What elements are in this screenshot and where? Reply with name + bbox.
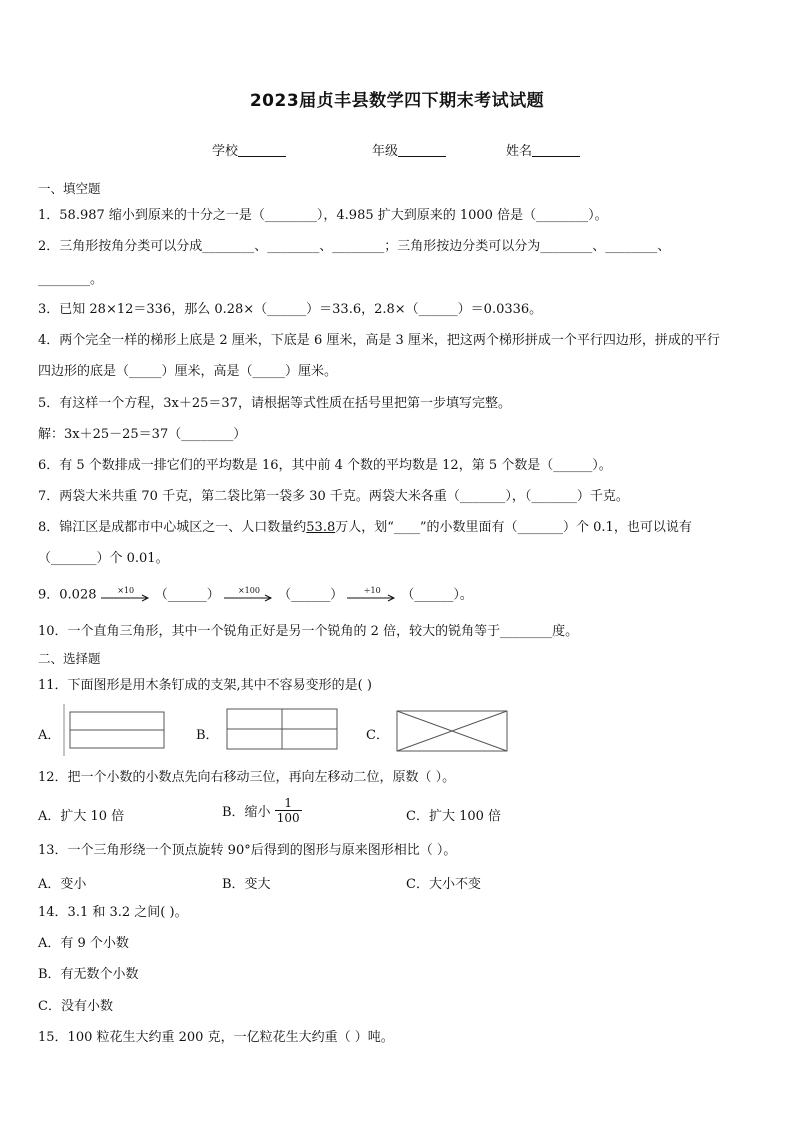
question-2-line-2: ________。: [38, 272, 104, 287]
op-multiply-100: ×100: [237, 586, 260, 595]
question-13: 13．一个三角形绕一个顶点旋转 90°后得到的图形与原来图形相比（ ）。: [38, 843, 457, 858]
question-5-line-1: 5．有这样一个方程，3x＋25＝37，请根据等式性质在括号里把第一步填写完整。: [38, 396, 511, 411]
question-9-blank-3: （______）。: [401, 587, 473, 603]
q11-option-b-label: B．: [196, 728, 219, 743]
section-fill-in: 一、填空题: [38, 181, 101, 196]
q12-option-c: C．扩大 100 倍: [406, 809, 502, 824]
fraction-one-hundredth: [275, 796, 302, 825]
school-label: 学校: [212, 144, 239, 159]
question-14: 14．3.1 和 3.2 之间( )。: [38, 905, 188, 920]
rectangle-frame-figure: [60, 704, 168, 756]
question-3: 3．已知 28×12＝336，那么 0.28×（______）＝33.6，2.8×（______）＝0.0336。: [38, 302, 543, 317]
right-arrow-icon: [347, 594, 397, 602]
question-4-line-1: 4．两个完全一样的梯形上底是 2 厘米，下底是 6 厘米，高是 3 厘米，把这两个梯形拼成一个平行四边形，拼成的平行: [38, 333, 720, 348]
question-6: 6．有 5 个数排成一排它们的平均数是 16，其中前 4 个数的平均数是 12，第 5 个数是（______）。: [38, 458, 612, 473]
q13-option-a: A．变小: [38, 877, 87, 892]
question-4-line-2: 四边形的底是（_____）厘米，高是（_____）厘米。: [38, 364, 338, 379]
question-10: 10．一个直角三角形，其中一个锐角正好是另一个锐角的 2 倍，较大的锐角等于________度。: [38, 624, 579, 639]
school-blank: [238, 142, 286, 157]
q12-option-b-text: B．缩小: [222, 805, 271, 820]
q12-option-a: A．扩大 10 倍: [38, 809, 125, 824]
right-arrow-icon: [101, 594, 151, 602]
question-8-line-2: （_______）个 0.01。: [38, 551, 169, 566]
q11-option-a-label: A．: [38, 728, 61, 743]
question-8-line-1: [38, 519, 692, 537]
question-8-text-pre: 8．锦江区是成都市中心城区之一、人口数量约: [38, 520, 307, 535]
right-arrow-icon: [224, 594, 274, 602]
arrow-divide-10: [347, 586, 397, 604]
question-7: 7．两袋大米共重 70 千克，第二袋比第一袋多 30 千克。两袋大米各重（_______），（_______）千克。: [38, 489, 629, 504]
question-2-line-1: 2．三角形按角分类可以分成________、________、________；三角形按边分类可以分为________、________、: [38, 239, 671, 254]
arrow-multiply-100: [224, 586, 274, 604]
q13-option-b: B．变大: [222, 877, 271, 892]
question-9-blank-2: （______）: [278, 587, 344, 603]
name-field: [506, 140, 580, 159]
question-5-line-2: 解：3x＋25－25＝37（________）: [38, 427, 247, 442]
question-9: [38, 586, 473, 605]
grade-label: 年级: [372, 144, 399, 159]
q14-option-c: C．没有小数: [38, 999, 113, 1014]
q14-option-a: A．有 9 个小数: [38, 936, 129, 951]
question-15: 15．100 粒花生大约重 200 克，一亿粒花生大约重（ ）吨。: [38, 1030, 394, 1045]
q11-option-c-label: C．: [366, 728, 389, 743]
population-number: 53.8: [306, 520, 336, 535]
op-multiply-10: ×10: [117, 586, 135, 595]
op-divide-10: ÷10: [363, 586, 381, 595]
grade-blank: [398, 142, 446, 157]
fraction-denominator: 100: [276, 811, 300, 825]
fraction-numerator: 1: [275, 796, 302, 811]
grade-field: [372, 140, 446, 159]
q12-option-b: [222, 796, 302, 825]
question-8-text-post: 万人，划“____”的小数里面有（_______）个 0.1，也可以说有: [335, 520, 692, 535]
section-multiple-choice: 二、选择题: [38, 651, 101, 666]
q13-option-c: C．大小不变: [406, 877, 481, 892]
question-11: 11．下面图形是用木条钉成的支架,其中不容易变形的是( ): [38, 678, 372, 693]
name-label: 姓名: [506, 144, 533, 159]
school-field: [212, 140, 286, 159]
question-9-start: 9．0.028: [38, 587, 97, 603]
diagonal-frame-figure: [394, 708, 510, 754]
arrow-multiply-10: [101, 586, 151, 604]
cross-frame-figure: [224, 706, 342, 752]
question-12: 12．把一个小数的小数点先向右移动三位，再向左移动二位，原数（ ）。: [38, 770, 456, 785]
page-title: 2023届贞丰县数学四下期末考试试题: [249, 91, 545, 111]
name-blank: [532, 142, 580, 157]
question-1: 1．58.987 缩小到原来的十分之一是（________），4.985 扩大到原来的 1000 倍是（________）。: [38, 208, 608, 223]
q14-option-b: B．有无数个小数: [38, 967, 139, 982]
question-9-blank-1: （______）: [154, 587, 220, 603]
